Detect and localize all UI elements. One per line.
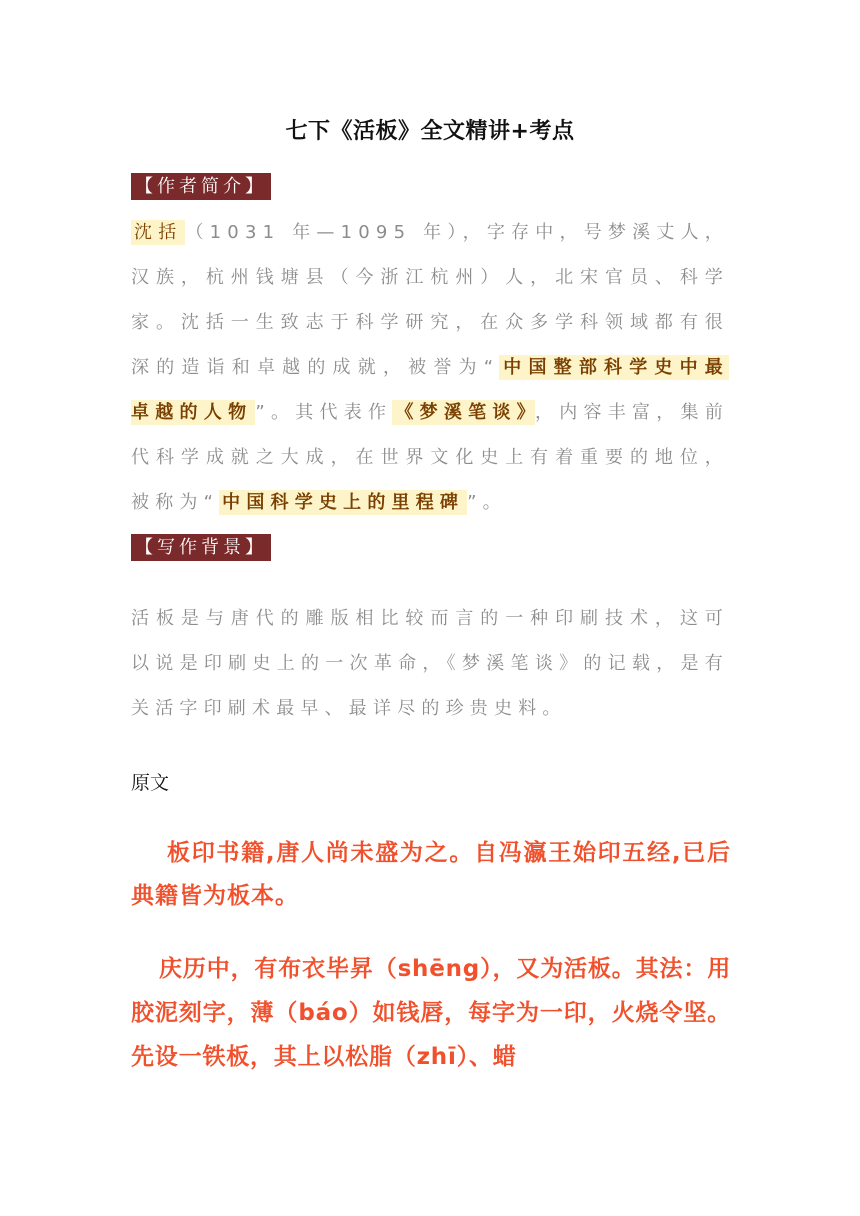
original-text-heading: 原文 xyxy=(131,772,170,794)
background-paragraph: 活板是与唐代的雕版相比较而言的一种印刷技术，这可以说是印刷史上的一次革命，《梦溪笔谈》的记载，是有关活字印刷术最早、最详尽的珍贵史料。 xyxy=(131,608,729,719)
highlight-greatest-figure: 中国整部科学史中最卓越的人物 xyxy=(131,357,729,423)
author-intro-paragraph xyxy=(131,210,729,525)
author-intro-text-1: （1031 年—1095 年），字存中，号梦溪丈人，汉族，杭州钱塘县（今浙江杭州）人，北宋官员、科学家。沈括一生致志于科学研究，在众多学科领域都有很深的造诣和卓越的成就，被誉为“ xyxy=(131,222,729,378)
author-intro-text-3: ，内容丰富，集前代科学成就之大成，在世界文化史上有着重要的地位，被称为“ xyxy=(131,402,730,513)
original-paragraph-2: 庆历中，有布衣毕昇（shēng），又为活板。其法：用胶泥刻字，薄（báo）如钱唇，每字为一印，火烧令坚。先设一铁板，其上以松脂（zhī）、蜡 xyxy=(131,956,731,1070)
highlight-milestone: 中国科学史上的里程碑 xyxy=(219,490,467,515)
original-paragraph-1: 板印书籍,唐人尚未盛为之。自冯瀛王始印五经,已后典籍皆为板本。 xyxy=(131,840,731,909)
highlight-masterpiece: 《梦溪笔谈》 xyxy=(392,400,535,425)
author-section-label: 【作者简介】 xyxy=(131,173,271,200)
page-title: 七下《活板》全文精讲+考点 xyxy=(285,119,575,144)
author-name: 沈括 xyxy=(131,220,185,245)
background-section-label: 【写作背景】 xyxy=(131,534,271,561)
author-intro-text-4: ”。 xyxy=(467,492,507,513)
author-intro-text-2: ”。其代表作 xyxy=(255,402,393,423)
